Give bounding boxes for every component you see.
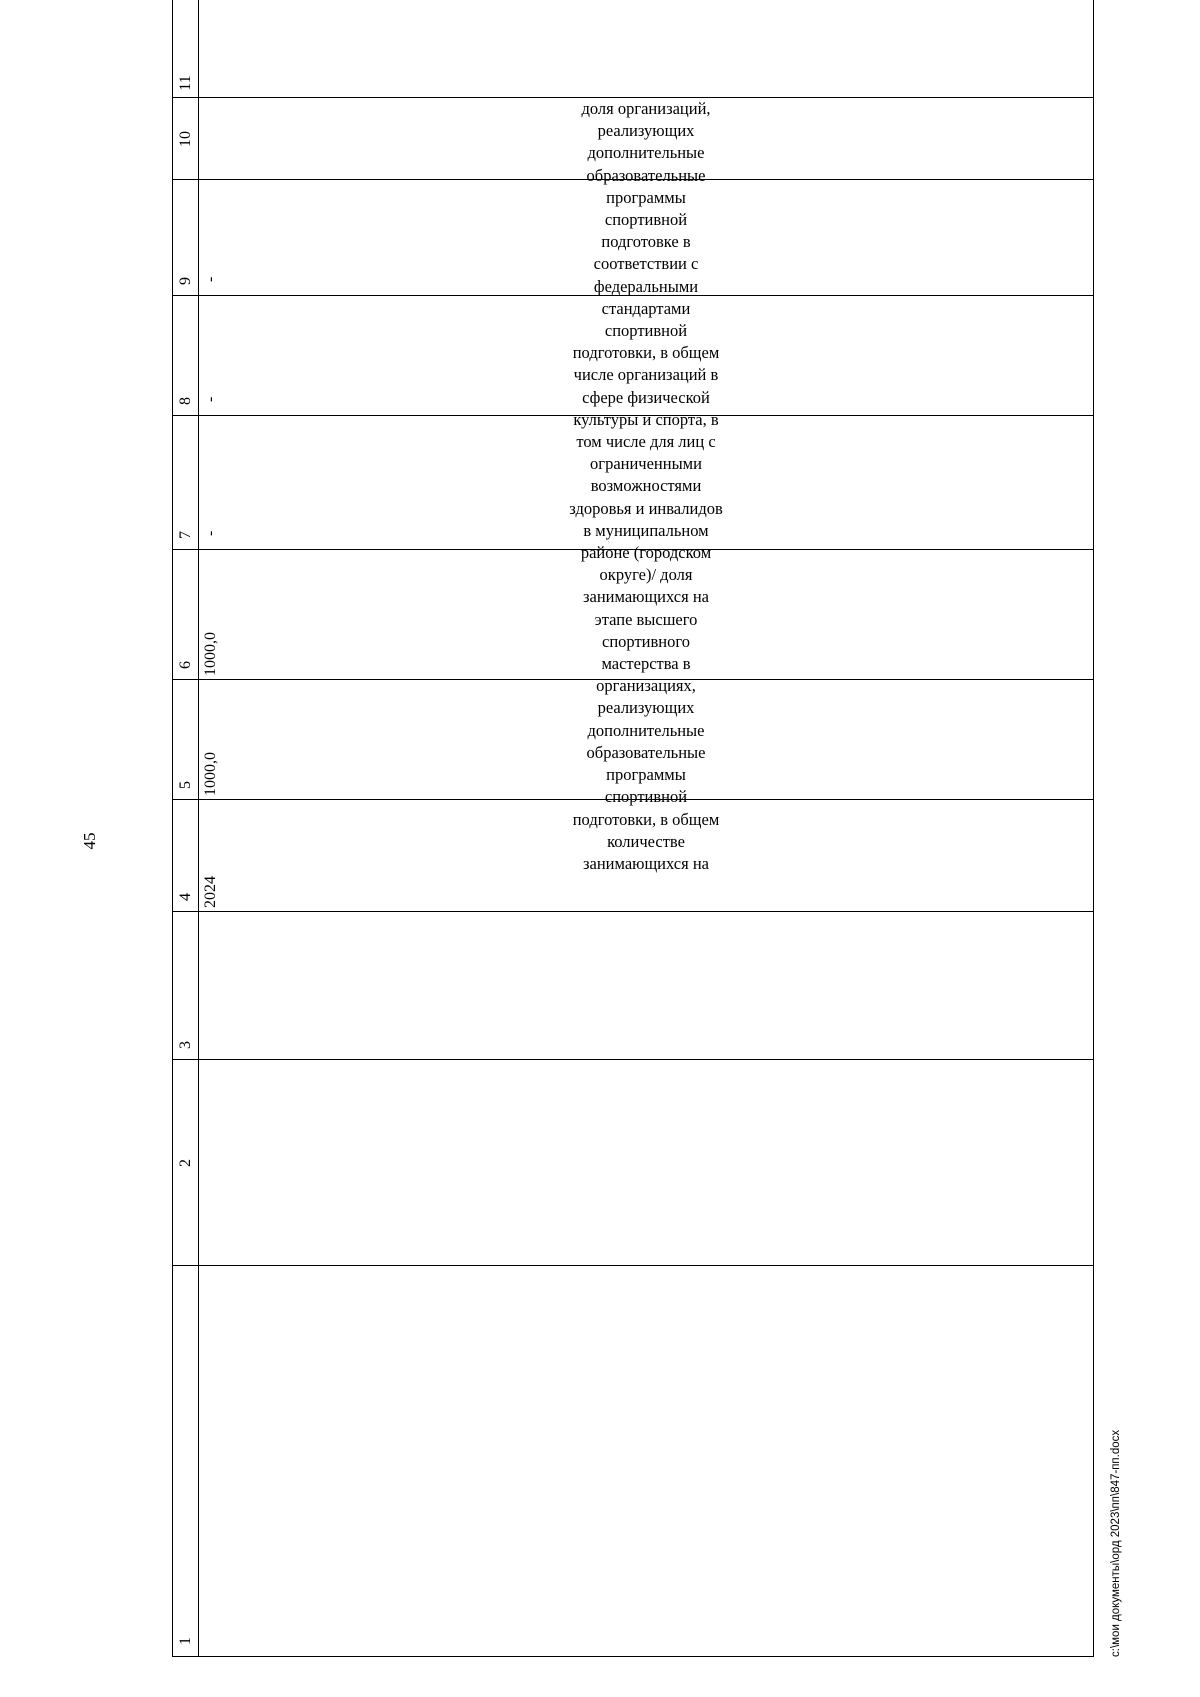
data-table <box>172 0 1094 1657</box>
indicator-text-line: дополнительные <box>587 143 705 163</box>
value-cell-8: - <box>202 396 219 402</box>
indicator-text-line: возможностями <box>590 476 702 496</box>
value-cell-5: 1000,0 <box>202 752 219 796</box>
column-divider <box>173 911 1093 912</box>
header-cell-11: 11 <box>177 75 194 91</box>
indicator-text-line: спортивной <box>604 787 688 807</box>
page-number: 45 <box>80 832 99 850</box>
indicator-text-line: спортивного <box>602 631 690 651</box>
header-cell-2: 2 <box>177 1159 194 1167</box>
indicator-text-line: образовательные <box>586 165 706 185</box>
indicator-text-block <box>200 98 1092 875</box>
indicator-text-line: сфере физической <box>582 387 710 407</box>
header-cell-1: 1 <box>177 1637 194 1645</box>
header-cell-7: 7 <box>177 531 194 539</box>
header-cell-3: 3 <box>177 1041 194 1049</box>
indicator-text-line: занимающихся на <box>583 587 709 607</box>
header-cell-4: 4 <box>177 893 194 901</box>
column-divider <box>173 1059 1093 1060</box>
indicator-text-line: реализующих <box>597 121 695 141</box>
indicator-text-line: дополнительные <box>587 720 705 740</box>
header-cell-5: 5 <box>177 781 194 789</box>
indicator-text-line: доля организаций, <box>581 99 711 118</box>
indicator-text-line: мастерства в <box>601 654 691 674</box>
indicator-text-line: программы <box>606 765 686 785</box>
file-path-footer: c:\мои документы\орд 2023\пп\847-пп.docx <box>1110 1429 1122 1657</box>
header-cell-9: 9 <box>177 277 194 285</box>
indicator-text-line: соответствии с <box>593 254 699 274</box>
indicator-text-line: культуры и спорта, в <box>573 409 719 429</box>
indicator-text-line: районе (городском <box>580 543 712 563</box>
header-cell-8: 8 <box>177 397 194 405</box>
indicator-text-line: спортивной <box>604 321 688 341</box>
indicator-text-line: том числе для лиц с <box>576 432 716 452</box>
value-cell-9: - <box>202 276 219 282</box>
indicator-text-line: здоровья и инвалидов <box>569 498 723 518</box>
indicator-text-line: спортивной <box>604 210 688 230</box>
indicator-text-line: количестве <box>607 831 685 851</box>
indicator-text-line: федеральными <box>593 276 699 296</box>
indicator-text-line: реализующих <box>597 698 695 718</box>
header-cell-10: 10 <box>177 131 194 147</box>
indicator-text-line: подготовки, в общем <box>572 343 720 363</box>
value-cell-6: 1000,0 <box>202 632 219 676</box>
header-cell-6: 6 <box>177 661 194 669</box>
indicator-text-line: образовательные <box>586 742 706 762</box>
indicator-text-line: числе организаций в <box>573 365 719 385</box>
indicator-text-line: подготовки, в общем <box>572 809 720 829</box>
indicator-text-line: занимающихся на <box>583 853 709 873</box>
year-cell: 2024 <box>202 876 219 908</box>
indicator-text-line: подготовке в <box>601 232 691 252</box>
indicator-text-line: стандартами <box>601 298 691 318</box>
value-cell-7: - <box>202 530 219 536</box>
indicator-text-line: организациях, <box>596 676 696 696</box>
indicator-text-line: ограниченными <box>590 454 702 474</box>
column-divider <box>173 1265 1093 1266</box>
indicator-text-line: округе)/ доля <box>599 565 693 585</box>
indicator-text-line: этапе высшего <box>594 609 698 629</box>
table-header-row <box>173 0 199 1656</box>
indicator-text-line: в муниципальном <box>583 520 709 540</box>
indicator-text-line: программы <box>606 187 686 207</box>
